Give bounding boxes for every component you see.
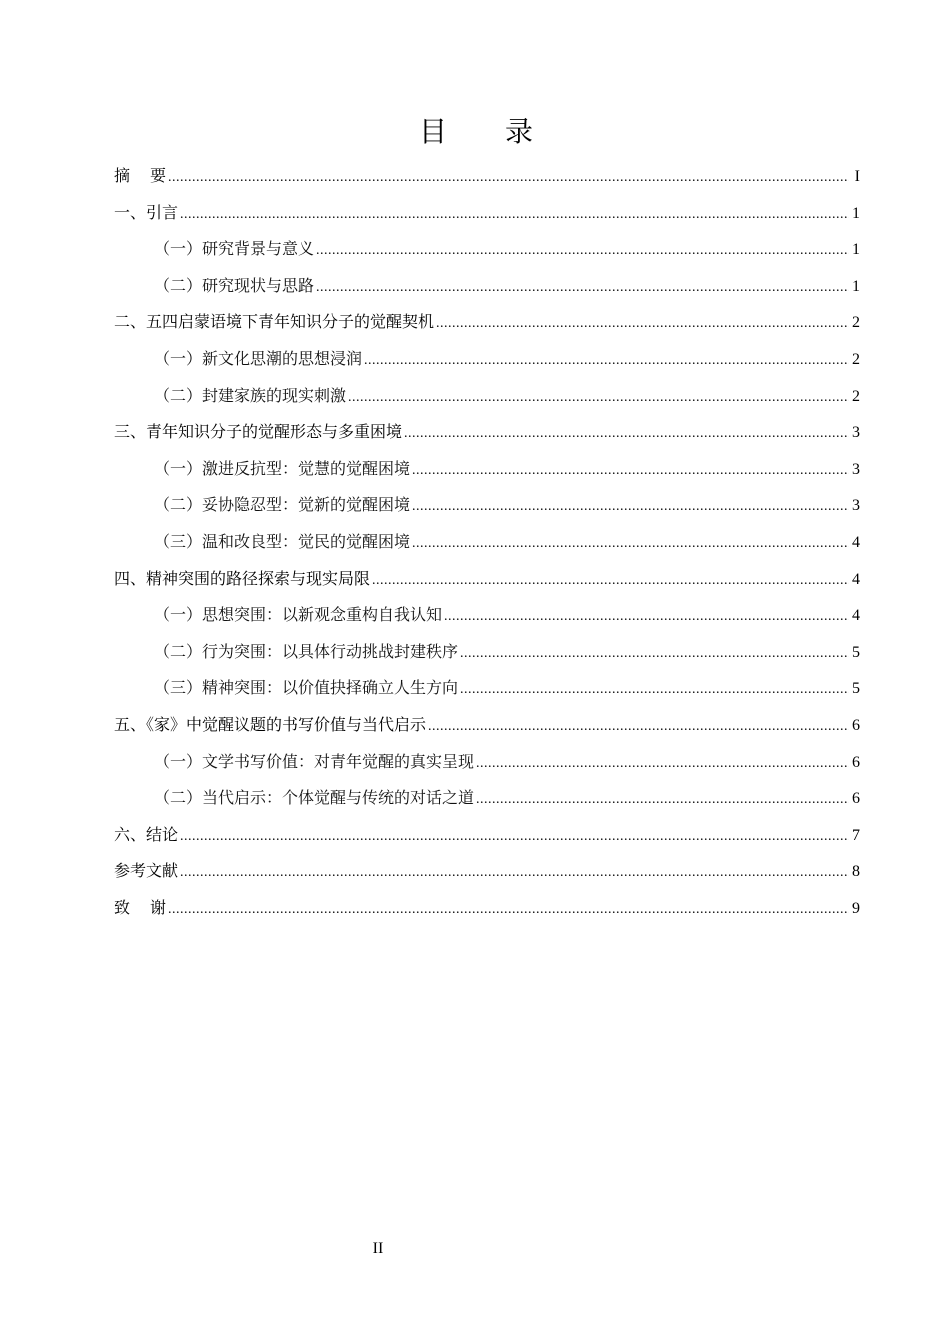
toc-dot-leader [428,709,849,746]
toc-entry-abstract[interactable] [114,158,860,195]
toc-entry-chapter-5[interactable] [114,707,860,744]
toc-entry-2-2[interactable] [114,378,860,415]
toc-dot-leader [412,526,849,563]
toc-entry-label: （二）当代启示：个体觉醒与传统的对话之道 [154,788,475,808]
toc-dot-leader [180,819,849,856]
toc-entry-1-2[interactable] [114,268,860,305]
toc-entry-label: （二）研究现状与思路 [154,275,315,295]
toc-entry-page: 6 [852,753,860,771]
toc-entry-page: 6 [852,716,860,734]
toc-entry-page: 4 [852,570,860,588]
toc-entry-page: I [854,168,860,185]
toc-entry-introduction[interactable] [114,195,860,232]
toc-dot-leader [348,380,849,417]
toc-entry-references[interactable] [114,853,860,890]
toc-entry-label: 三、青年知识分子的觉醒形态与多重困境 [114,422,403,442]
toc-entry-label: （一）文学书写价值：对青年觉醒的真实呈现 [154,751,475,771]
toc-entry-label: （一）研究背景与意义 [154,239,315,259]
toc-dot-leader [412,453,849,490]
toc-entry-3-3[interactable] [114,524,860,561]
toc-entry-page: 4 [852,607,860,625]
toc-entry-chapter-4[interactable] [114,561,860,598]
toc-entry-page: 1 [852,277,860,295]
toc-entry-page: 5 [852,680,860,698]
toc-entry-page: 3 [852,424,860,442]
toc-entry-label: 一、引言 [114,202,179,222]
toc-entry-label: （三）温和改良型：觉民的觉醒困境 [154,531,411,551]
toc-dot-leader [436,306,849,343]
toc-entry-page: 7 [852,826,860,844]
toc-dot-leader [372,563,849,600]
page-number: II [372,1240,384,1257]
toc-entry-4-3[interactable] [114,670,860,707]
toc-entry-page: 2 [852,350,860,368]
toc-entry-label: （二）封建家族的现实刺激 [154,385,347,405]
toc-entry-3-1[interactable] [114,451,860,488]
toc-entry-page: 2 [852,387,860,405]
toc-entry-5-1[interactable] [114,744,860,781]
toc-entry-2-1[interactable] [114,341,860,378]
toc-entry-label: （二）行为突围：以具体行动挑战封建秩序 [154,641,459,661]
toc-entry-3-2[interactable] [114,487,860,524]
toc-entry-acknowledgements[interactable] [114,890,860,927]
toc-entry-label: （一）新文化思潮的思想浸润 [154,348,363,368]
toc-entry-page: 1 [852,204,860,222]
toc-entry-4-1[interactable] [114,597,860,634]
toc-entry-1-1[interactable] [114,231,860,268]
toc-entry-page: 6 [852,790,860,808]
toc-entry-page: 2 [852,314,860,332]
toc-list [114,158,860,926]
toc-entry-conclusion[interactable] [114,817,860,854]
toc-entry-label: （一）激进反抗型：觉慧的觉醒困境 [154,458,411,478]
toc-dot-leader [168,892,849,929]
toc-entry-label: 五、《家》中觉醒议题的书写价值与当代启示 [114,714,427,734]
toc-dot-leader [444,599,849,636]
toc-entry-label: 致谢 [114,897,187,917]
toc-entry-label: 摘要 [114,166,187,185]
toc-entry-4-2[interactable] [114,634,860,671]
toc-entry-page: 1 [852,241,860,259]
toc-dot-leader [364,343,849,380]
toc-dot-leader [404,416,849,453]
toc-entry-label: （二）妥协隐忍型：觉新的觉醒困境 [154,495,411,515]
toc-dot-leader [412,489,849,526]
toc-dot-leader [316,233,849,270]
toc-dot-leader [460,672,849,709]
toc-title: 目录 [418,115,591,148]
toc-entry-page: 8 [852,863,860,881]
toc-entry-page: 4 [852,533,860,551]
toc-entry-label: （三）精神突围：以价值抉择确立人生方向 [154,678,459,698]
toc-dot-leader [460,636,849,673]
toc-entry-page: 3 [852,497,860,515]
toc-dot-leader [180,197,849,234]
toc-entry-5-2[interactable] [114,780,860,817]
toc-entry-label: 二、五四启蒙语境下青年知识分子的觉醒契机 [114,312,435,332]
toc-dot-leader [168,160,849,197]
toc-entry-page: 5 [852,643,860,661]
toc-dot-leader [316,270,849,307]
toc-dot-leader [476,782,849,819]
toc-entry-label: 参考文献 [114,861,179,881]
toc-entry-chapter-3[interactable] [114,414,860,451]
toc-dot-leader [180,855,849,892]
toc-entry-page: 9 [852,899,860,917]
toc-entry-label: 六、结论 [114,824,179,844]
toc-entry-page: 3 [852,460,860,478]
toc-dot-leader [476,746,849,783]
toc-entry-chapter-2[interactable] [114,304,860,341]
toc-entry-label: （一）思想突围：以新观念重构自我认知 [154,605,443,625]
toc-entry-label: 四、精神突围的路径探索与现实局限 [114,568,371,588]
